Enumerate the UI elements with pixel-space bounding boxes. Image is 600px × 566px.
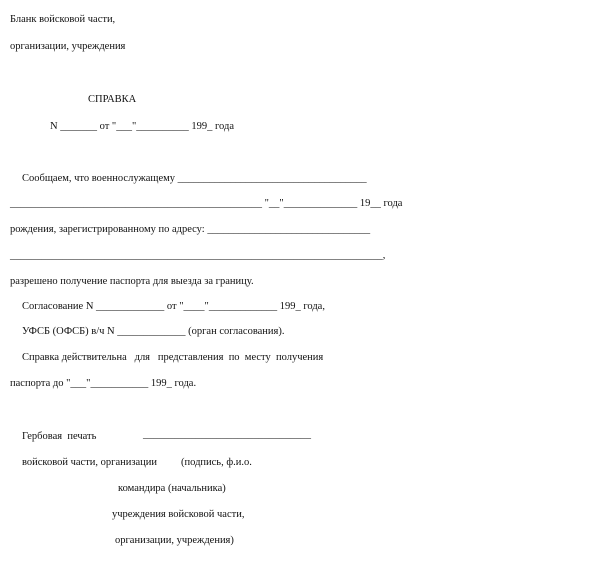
body-line-5: разрешено получение паспорта для выезда за границу. <box>10 276 254 287</box>
body-line-2: ________________________________________________ "__"______________ 19__ года <box>10 198 403 209</box>
letterhead-line-2: организации, учреждения <box>10 41 126 52</box>
signature-caption-line-4: организации, учреждения) <box>115 535 234 546</box>
seal-label: Гербовая печать <box>22 431 97 442</box>
body-line-7: УФСБ (ОФСБ) в/ч N _____________ (орган согласования). <box>22 326 285 337</box>
signature-caption-line-2: командира (начальника) <box>118 483 226 494</box>
body-line-8: Справка действительна для представления по месту получения <box>22 352 324 363</box>
body-line-1: Сообщаем, что военнослужащему ____________________________________ <box>22 173 367 184</box>
body-line-3: рождения, зарегистрированному по адресу: _______________________________ <box>10 224 371 235</box>
signature-caption: (подпись, ф.и.о. <box>181 457 252 468</box>
document-number-line: N _______ от "___"__________ 199_ года <box>50 121 234 132</box>
signature-caption-line-3: учреждения войсковой части, <box>112 509 245 520</box>
signature-line: ________________________________ <box>143 429 311 440</box>
body-line-9: паспорта до "___"___________ 199_ года. <box>10 378 197 389</box>
body-line-4: _______________________________________________________________________, <box>10 250 386 261</box>
unit-label: войсковой части, организации <box>22 457 158 468</box>
letterhead-line-1: Бланк войсковой части, <box>10 14 116 25</box>
document-title: СПРАВКА <box>88 94 137 105</box>
body-line-6: Согласование N _____________ от "____"_____________ 199_ года, <box>22 301 325 312</box>
